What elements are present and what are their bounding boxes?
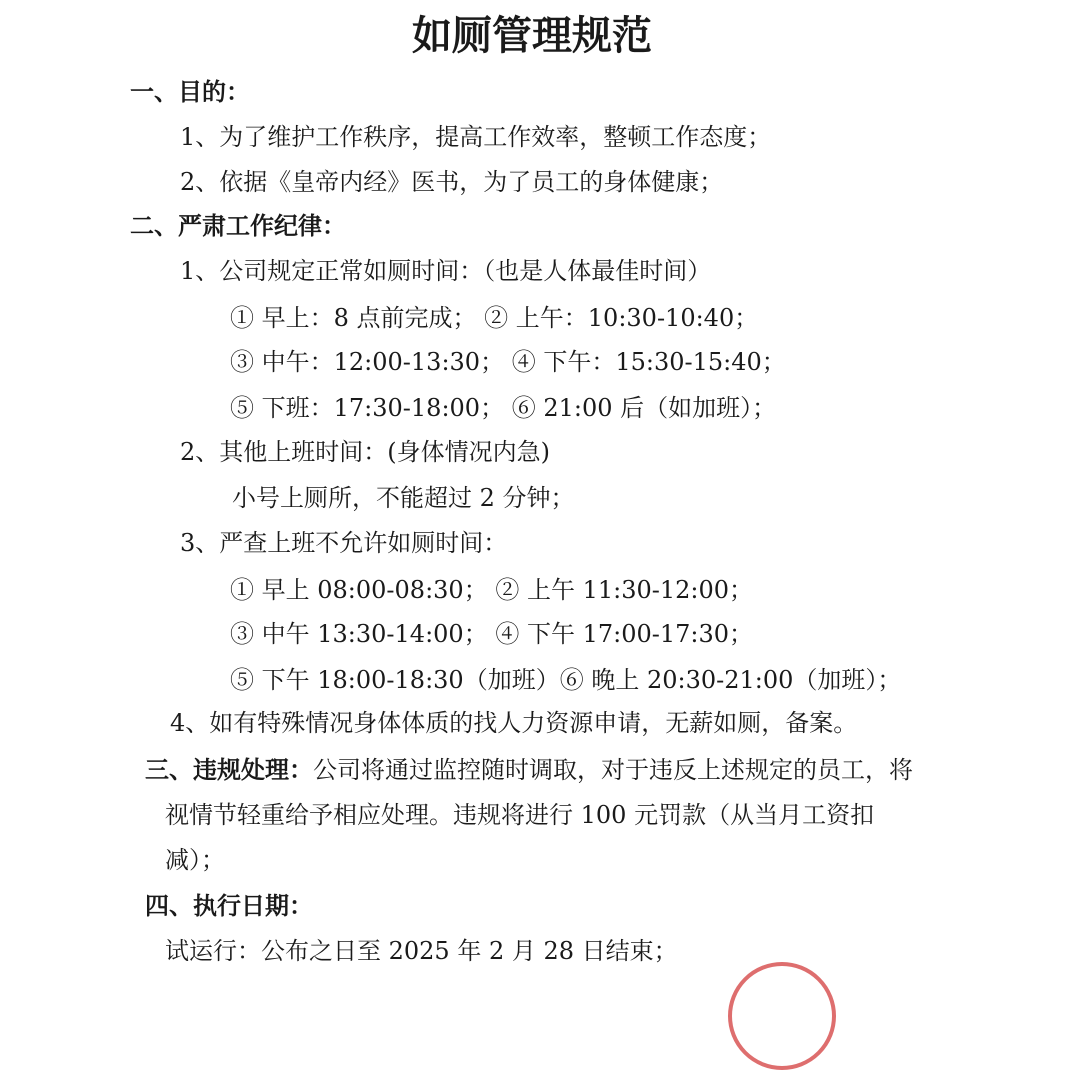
schedule-line: ③ 中午 13:30-14:00； ④ 下午 17:00-17:30； bbox=[230, 620, 754, 648]
section-violation bbox=[145, 755, 913, 785]
schedule-line: ⑤ 下午 18:00-18:30（加班）⑥ 晚上 20:30-21:00（加班）； bbox=[230, 666, 902, 694]
section-heading-discipline: 二、严肃工作纪律： bbox=[130, 212, 346, 240]
company-seal-stamp bbox=[728, 962, 836, 1070]
section-heading-date: 四、执行日期： bbox=[145, 892, 313, 920]
paragraph: 1、公司规定正常如厕时间：（也是人体最佳时间） bbox=[180, 257, 712, 285]
section-heading-violation: 三、违规处理： bbox=[145, 756, 313, 784]
paragraph: 视情节轻重给予相应处理。违规将进行 100 元罚款（从当月工资扣 bbox=[165, 801, 875, 829]
paragraph: 1、为了维护工作秩序，提高工作效率，整顿工作态度； bbox=[180, 123, 772, 151]
section-heading-purpose: 一、目的： bbox=[130, 78, 250, 106]
paragraph: 2、其他上班时间：(身体情况内急) bbox=[180, 438, 550, 466]
paragraph: 试运行：公布之日至 2025 年 2 月 28 日结束； bbox=[165, 937, 678, 965]
schedule-line: ① 早上 08:00-08:30； ② 上午 11:30-12:00； bbox=[230, 576, 754, 604]
paragraph: 4、如有特殊情况身体体质的找人力资源申请，无薪如厕，备案。 bbox=[170, 709, 858, 737]
schedule-line: ⑤ 下班：17:30-18:00； ⑥ 21:00 后（如加班）； bbox=[230, 394, 777, 422]
schedule-line: ① 早上：8 点前完成； ② 上午：10:30-10:40； bbox=[230, 304, 759, 332]
document-title: 如厕管理规范 bbox=[412, 13, 652, 59]
paragraph: 3、严查上班不允许如厕时间： bbox=[180, 529, 508, 557]
paragraph: 2、依据《皇帝内经》医书，为了员工的身体健康； bbox=[180, 168, 724, 196]
schedule-line: ③ 中午：12:00-13:30； ④ 下午：15:30-15:40； bbox=[230, 348, 786, 376]
paragraph: 小号上厕所，不能超过 2 分钟； bbox=[232, 484, 575, 512]
paragraph: 公司将通过监控随时调取，对于违反上述规定的员工，将 bbox=[313, 756, 913, 784]
paragraph: 减）； bbox=[165, 846, 225, 874]
